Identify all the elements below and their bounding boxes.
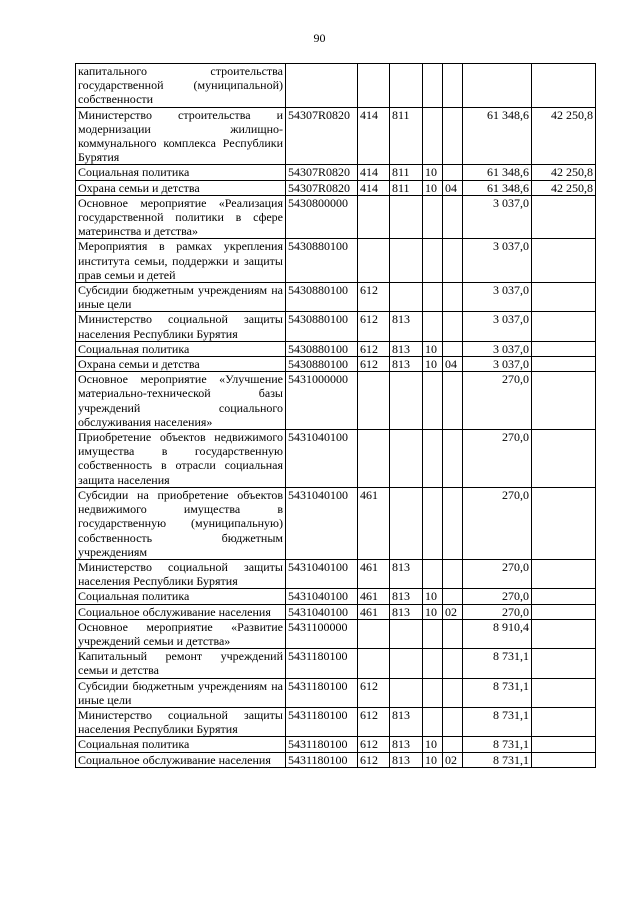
target-article-cell: 5431180100 xyxy=(286,678,358,707)
expense-type-cell: 612 xyxy=(358,752,390,767)
amount-cell-2 xyxy=(532,195,596,239)
ministry-code-cell xyxy=(390,195,423,239)
budget-table xyxy=(75,63,596,768)
section-code-cell xyxy=(423,64,443,108)
section-code-cell xyxy=(423,619,443,648)
amount-cell-1: 3 037,0 xyxy=(463,341,532,356)
section-code-cell xyxy=(423,487,443,559)
section-code-cell: 10 xyxy=(423,165,443,180)
expense-type-cell: 612 xyxy=(358,341,390,356)
ministry-code-cell xyxy=(390,239,423,283)
section-code-cell: 10 xyxy=(423,737,443,752)
section-code-cell: 10 xyxy=(423,180,443,195)
amount-cell-1: 3 037,0 xyxy=(463,195,532,239)
ministry-code-cell: 813 xyxy=(390,341,423,356)
expense-type-cell: 612 xyxy=(358,737,390,752)
page-number: 90 xyxy=(313,31,326,45)
section-code-cell xyxy=(423,372,443,430)
amount-cell-2: 42 250,8 xyxy=(532,107,596,165)
target-article-cell: 5431040100 xyxy=(286,430,358,488)
amount-cell-1: 8 731,1 xyxy=(463,737,532,752)
ministry-code-cell xyxy=(390,372,423,430)
target-article-cell: 54307R0820 xyxy=(286,165,358,180)
row-name-cell: Основное мероприятие «Улучшение материально-технической базы учреждений социального обслуживания населения» xyxy=(76,372,286,430)
table-row xyxy=(76,107,596,165)
amount-cell-1: 8 910,4 xyxy=(463,619,532,648)
ministry-code-cell xyxy=(390,649,423,678)
row-name-cell: Охрана семьи и детства xyxy=(76,357,286,372)
target-article-cell: 5430880100 xyxy=(286,357,358,372)
subsection-code-cell xyxy=(443,195,463,239)
row-name-cell: Социальная политика xyxy=(76,737,286,752)
target-article-cell: 5430800000 xyxy=(286,195,358,239)
subsection-code-cell xyxy=(443,678,463,707)
section-code-cell: 10 xyxy=(423,752,443,767)
amount-cell-2 xyxy=(532,341,596,356)
ministry-code-cell: 813 xyxy=(390,707,423,736)
amount-cell-2 xyxy=(532,559,596,588)
amount-cell-2 xyxy=(532,372,596,430)
target-article-cell: 5430880100 xyxy=(286,341,358,356)
subsection-code-cell: 04 xyxy=(443,357,463,372)
subsection-code-cell xyxy=(443,107,463,165)
table-row xyxy=(76,341,596,356)
expense-type-cell xyxy=(358,619,390,648)
section-code-cell xyxy=(423,195,443,239)
target-article-cell xyxy=(286,64,358,108)
amount-cell-2 xyxy=(532,64,596,108)
target-article-cell: 5431180100 xyxy=(286,752,358,767)
target-article-cell: 5430880100 xyxy=(286,312,358,341)
amount-cell-1: 61 348,6 xyxy=(463,107,532,165)
section-code-cell: 10 xyxy=(423,357,443,372)
subsection-code-cell xyxy=(443,487,463,559)
section-code-cell xyxy=(423,678,443,707)
target-article-cell: 5431040100 xyxy=(286,487,358,559)
section-code-cell: 10 xyxy=(423,604,443,619)
amount-cell-2 xyxy=(532,737,596,752)
ministry-code-cell xyxy=(390,430,423,488)
subsection-code-cell xyxy=(443,707,463,736)
amount-cell-1: 3 037,0 xyxy=(463,357,532,372)
subsection-code-cell xyxy=(443,372,463,430)
amount-cell-2: 42 250,8 xyxy=(532,180,596,195)
ministry-code-cell xyxy=(390,619,423,648)
ministry-code-cell: 813 xyxy=(390,737,423,752)
table-row xyxy=(76,487,596,559)
section-code-cell: 10 xyxy=(423,589,443,604)
table-row xyxy=(76,357,596,372)
amount-cell-2 xyxy=(532,239,596,283)
amount-cell-1 xyxy=(463,64,532,108)
expense-type-cell xyxy=(358,239,390,283)
amount-cell-2 xyxy=(532,312,596,341)
subsection-code-cell xyxy=(443,737,463,752)
amount-cell-1: 270,0 xyxy=(463,372,532,430)
section-code-cell xyxy=(423,312,443,341)
amount-cell-1: 3 037,0 xyxy=(463,283,532,312)
section-code-cell xyxy=(423,649,443,678)
expense-type-cell xyxy=(358,372,390,430)
subsection-code-cell: 04 xyxy=(443,180,463,195)
target-article-cell: 5431000000 xyxy=(286,372,358,430)
ministry-code-cell: 813 xyxy=(390,312,423,341)
table-row xyxy=(76,737,596,752)
target-article-cell: 5430880100 xyxy=(286,239,358,283)
ministry-code-cell: 813 xyxy=(390,589,423,604)
table-row xyxy=(76,678,596,707)
ministry-code-cell: 811 xyxy=(390,165,423,180)
amount-cell-1: 270,0 xyxy=(463,430,532,488)
table-row xyxy=(76,707,596,736)
subsection-code-cell: 02 xyxy=(443,752,463,767)
amount-cell-2 xyxy=(532,678,596,707)
ministry-code-cell: 811 xyxy=(390,107,423,165)
section-code-cell xyxy=(423,107,443,165)
expense-type-cell: 461 xyxy=(358,589,390,604)
expense-type-cell: 612 xyxy=(358,283,390,312)
row-name-cell: Приобретение объектов недвижимого имущества в государственную собственность в отрасли социальная защита населения xyxy=(76,430,286,488)
expense-type-cell: 461 xyxy=(358,487,390,559)
target-article-cell: 54307R0820 xyxy=(286,180,358,195)
amount-cell-1: 270,0 xyxy=(463,589,532,604)
target-article-cell: 5431100000 xyxy=(286,619,358,648)
section-code-cell xyxy=(423,239,443,283)
subsection-code-cell xyxy=(443,589,463,604)
amount-cell-2 xyxy=(532,430,596,488)
expense-type-cell xyxy=(358,430,390,488)
table-row xyxy=(76,649,596,678)
subsection-code-cell xyxy=(443,619,463,648)
table-row xyxy=(76,312,596,341)
amount-cell-1: 61 348,6 xyxy=(463,165,532,180)
table-row xyxy=(76,283,596,312)
subsection-code-cell xyxy=(443,649,463,678)
amount-cell-2 xyxy=(532,604,596,619)
subsection-code-cell xyxy=(443,341,463,356)
amount-cell-1: 3 037,0 xyxy=(463,312,532,341)
row-name-cell: Субсидии бюджетным учреждениям на иные цели xyxy=(76,678,286,707)
amount-cell-2 xyxy=(532,649,596,678)
table-row xyxy=(76,64,596,108)
subsection-code-cell: 02 xyxy=(443,604,463,619)
expense-type-cell: 414 xyxy=(358,180,390,195)
table-row xyxy=(76,165,596,180)
row-name-cell: Субсидии на приобретение объектов недвижимого имущества в государственную (муниципальную) собственность бюджетным учреждениям xyxy=(76,487,286,559)
row-name-cell: Мероприятия в рамках укрепления института семьи, поддержки и защиты прав семьи и детей xyxy=(76,239,286,283)
subsection-code-cell xyxy=(443,64,463,108)
row-name-cell: Социальная политика xyxy=(76,165,286,180)
section-code-cell xyxy=(423,559,443,588)
section-code-cell xyxy=(423,707,443,736)
target-article-cell: 5431180100 xyxy=(286,707,358,736)
subsection-code-cell xyxy=(443,283,463,312)
target-article-cell: 5430880100 xyxy=(286,283,358,312)
ministry-code-cell xyxy=(390,678,423,707)
ministry-code-cell: 811 xyxy=(390,180,423,195)
row-name-cell: Охрана семьи и детства xyxy=(76,180,286,195)
target-article-cell: 5431180100 xyxy=(286,737,358,752)
expense-type-cell: 414 xyxy=(358,165,390,180)
expense-type-cell: 612 xyxy=(358,312,390,341)
row-name-cell: Субсидии бюджетным учреждениям на иные цели xyxy=(76,283,286,312)
amount-cell-1: 3 037,0 xyxy=(463,239,532,283)
target-article-cell: 54307R0820 xyxy=(286,107,358,165)
amount-cell-1: 270,0 xyxy=(463,487,532,559)
target-article-cell: 5431040100 xyxy=(286,559,358,588)
target-article-cell: 5431040100 xyxy=(286,589,358,604)
section-code-cell xyxy=(423,430,443,488)
table-row xyxy=(76,752,596,767)
amount-cell-2 xyxy=(532,707,596,736)
table-row xyxy=(76,180,596,195)
row-name-cell: Основное мероприятие «Реализация государственной политики в сфере материнства и детства» xyxy=(76,195,286,239)
ministry-code-cell xyxy=(390,64,423,108)
amount-cell-1: 8 731,1 xyxy=(463,707,532,736)
amount-cell-2 xyxy=(532,283,596,312)
row-name-cell: Социальное обслуживание населения xyxy=(76,752,286,767)
expense-type-cell: 612 xyxy=(358,707,390,736)
amount-cell-1: 270,0 xyxy=(463,604,532,619)
expense-type-cell: 461 xyxy=(358,559,390,588)
row-name-cell: капитального строительства государственной (муниципальной) собственности xyxy=(76,64,286,108)
ministry-code-cell: 813 xyxy=(390,559,423,588)
expense-type-cell: 612 xyxy=(358,357,390,372)
row-name-cell: Министерство социальной защиты населения Республики Бурятия xyxy=(76,312,286,341)
expense-type-cell: 461 xyxy=(358,604,390,619)
table-row xyxy=(76,239,596,283)
ministry-code-cell: 813 xyxy=(390,752,423,767)
subsection-code-cell xyxy=(443,312,463,341)
budget-table-body xyxy=(76,64,596,768)
expense-type-cell xyxy=(358,195,390,239)
amount-cell-1: 8 731,1 xyxy=(463,649,532,678)
amount-cell-2 xyxy=(532,357,596,372)
amount-cell-1: 61 348,6 xyxy=(463,180,532,195)
amount-cell-2 xyxy=(532,619,596,648)
amount-cell-2 xyxy=(532,589,596,604)
table-row xyxy=(76,559,596,588)
ministry-code-cell: 813 xyxy=(390,357,423,372)
target-article-cell: 5431180100 xyxy=(286,649,358,678)
amount-cell-1: 8 731,1 xyxy=(463,678,532,707)
table-row xyxy=(76,430,596,488)
subsection-code-cell xyxy=(443,165,463,180)
table-row xyxy=(76,589,596,604)
amount-cell-1: 270,0 xyxy=(463,559,532,588)
target-article-cell: 5431040100 xyxy=(286,604,358,619)
ministry-code-cell xyxy=(390,487,423,559)
table-row xyxy=(76,619,596,648)
row-name-cell: Министерство социальной защиты населения Республики Бурятия xyxy=(76,707,286,736)
row-name-cell: Социальная политика xyxy=(76,341,286,356)
expense-type-cell: 612 xyxy=(358,678,390,707)
amount-cell-1: 8 731,1 xyxy=(463,752,532,767)
ministry-code-cell: 813 xyxy=(390,604,423,619)
section-code-cell: 10 xyxy=(423,341,443,356)
subsection-code-cell xyxy=(443,239,463,283)
subsection-code-cell xyxy=(443,430,463,488)
table-row xyxy=(76,604,596,619)
row-name-cell: Капитальный ремонт учреждений семьи и детства xyxy=(76,649,286,678)
expense-type-cell xyxy=(358,649,390,678)
amount-cell-2: 42 250,8 xyxy=(532,165,596,180)
amount-cell-2 xyxy=(532,487,596,559)
row-name-cell: Министерство социальной защиты населения Республики Бурятия xyxy=(76,559,286,588)
section-code-cell xyxy=(423,283,443,312)
row-name-cell: Социальное обслуживание населения xyxy=(76,604,286,619)
amount-cell-2 xyxy=(532,752,596,767)
expense-type-cell: 414 xyxy=(358,107,390,165)
row-name-cell: Министерство строительства и модернизации жилищно-коммунального комплекса Республики Бурятия xyxy=(76,107,286,165)
subsection-code-cell xyxy=(443,559,463,588)
expense-type-cell xyxy=(358,64,390,108)
table-row xyxy=(76,195,596,239)
ministry-code-cell xyxy=(390,283,423,312)
row-name-cell: Социальная политика xyxy=(76,589,286,604)
table-row xyxy=(76,372,596,430)
row-name-cell: Основное мероприятие «Развитие учреждений семьи и детства» xyxy=(76,619,286,648)
